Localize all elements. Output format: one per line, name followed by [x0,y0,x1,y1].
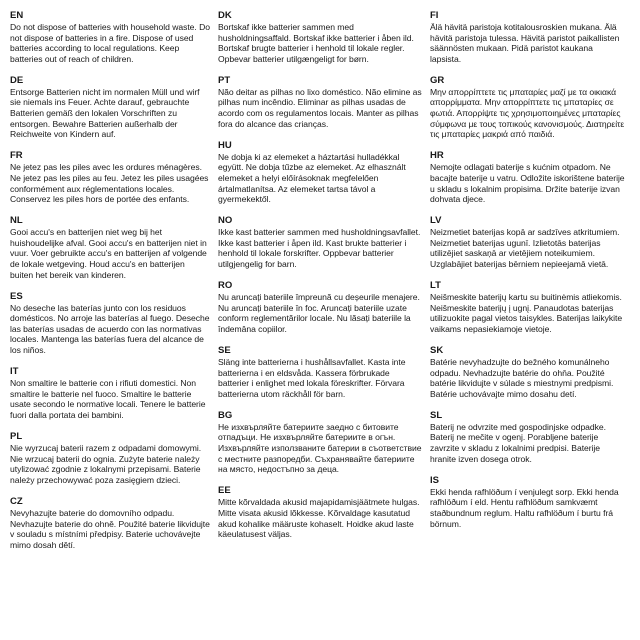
instruction-text: Ikke kast batterier sammen med husholdningsavfallet. Ikke kast batterier i åpen ild. Kast brukte batterier i henhold til lokale forskrifter. Oppbevar batterier utilgjengelig for barn. [218,227,421,269]
instruction-text: Mitte kõrvaldada akusid majapidamisjäätmete hulgas. Mitte visata akusid lõkkesse. Kõrvaldage kasutatud akud kohalike määruste kohaselt. Hoidke akud laste käeulatusest väljas. [218,497,420,540]
section-sk [430,345,626,399]
section-de [10,75,210,140]
language-code: DE [10,74,24,86]
section-pl [10,431,210,485]
section-no [218,215,422,269]
language-code: FI [430,10,439,21]
instruction-text: Baterij ne odvrzite med gospodinjske odpadke. Baterij ne mečite v ogenj. Porabljene baterije zavrzite v skladu z lokalnimi predpisi. Baterije hranite izven dosega otrok. [430,421,606,464]
language-code: SL [430,409,443,421]
section-bg [218,410,422,475]
section-lv [430,215,626,269]
instruction-text: Bortskaf ikke batterier sammen med husholdningsaffald. Bortskaf ikke batterier i åben ild. Bortskaf brugte batterier i henhold til lokale regler. Opbevar batterier utilgængeligt for børn. [218,22,414,64]
instruction-text: Ne dobja ki az elemeket a háztartási hulladékkal együtt. Ne dobja tűzbe az elemeket. Az elhasznált elemeket a helyi előírásoknak megfelelően ártalmatlanítsa. Az elemeket tartsa távol a gyermekektől. [218,151,406,205]
column-right [430,10,634,636]
language-code: EN [10,10,24,21]
section-fr [10,150,210,204]
language-code: FR [10,150,23,162]
section-es [10,291,210,356]
instruction-text: Entsorge Batterien nicht im normalen Müll und wirf sie niemals ins Feuer. Achte darauf, gebrauchte Batterien gemäß den lokalen Vorschriften zu entsorgen. Bewahre Batterien außerhalb der Reichweite von Kindern auf. [10,86,200,140]
section-se [218,345,422,399]
instruction-text: Μην απορρίπτετε τις μπαταρίες μαζί με τα οικιακά απορρίμματα. Μην απορρίπτετε τις μπαταρίες σε φωτιά. Απορρίψτε τις χρησιμοποιημένες μπαταρίες σύμφωνα με τους τοπικούς κανονισμούς. Διατηρείτε τις μπαταρίες μακριά από παιδιά. [430,86,625,140]
section-gr [430,75,626,140]
section-sl [430,410,626,464]
column-left [10,10,218,636]
language-code: LV [430,215,442,227]
section-is [430,475,626,529]
language-code: CZ [10,495,23,507]
language-code: ES [10,290,23,302]
instruction-text: Neizmetiet baterijas kopā ar sadzīves atkritumiem. Neizmetiet baterijas ugunī. Izlietotās baterijas utilizējiet saskaņā ar vietējiem noteikumiem. Uzglabājiet baterijas bērniem nepieejamā vietā. [430,227,620,269]
instruction-text: Älä hävitä paristoja kotitalousroskien mukana. Älä hävitä paristoja tulessa. Hävitä paristot paikallisten säännösten mukaan. Pidä paristot kaukana lapsista. [430,22,620,64]
instruction-text: Não deitar as pilhas no lixo doméstico. Não elimine as pilhas num incêndio. Eliminar as pilhas usadas de acordo com os regulamentos locais. Manter as pilhas fora do alcance das crianças. [218,86,422,129]
section-lt [430,280,626,334]
section-hr [430,150,626,204]
instruction-text: Nu aruncați bateriile împreună cu deșeurile menajere. Nu aruncați bateriile în foc. Aruncați bateriile uzate conform reglementărilor locale. Nu lăsați bateriile la îndemâna copiilor. [218,292,420,334]
instruction-text: Gooi accu's en batterijen niet weg bij het huishoudelijke afval. Gooi accu's en batterijen niet in vuur. Voer gebruikte accu's en batterijen af volgende de lokale wetgeving. Houd accu's en batterijen buiten het bereik van kinderen. [10,227,207,280]
language-code: DK [218,10,232,21]
language-code: HU [218,139,232,151]
instruction-text: Nevyhazujte baterie do domovního odpadu. Nevhazujte baterie do ohně. Použité baterie likvidujte v souladu s místními předpisy. Baterie uchovávejte mimo dosah dětí. [10,507,210,550]
instruction-text: Nemojte odlagati baterije s kućnim otpadom. Ne bacajte baterije u vatru. Odložite iskorištene baterije u skladu s lokalnim propisima. Držite baterije izvan dohvata djece. [430,162,625,205]
instruction-text: Släng inte batterierna i hushållsavfallet. Kasta inte batterierna i en eldsvåda. Kassera förbrukade batterier i enlighet med lokala föreskrifter. Förvara batterierna utom räckhåll för barn. [218,356,406,399]
section-fi [430,10,626,64]
column-middle [218,10,430,636]
language-code: PL [10,431,23,443]
section-hu [218,140,422,205]
language-code: GR [430,74,445,86]
instruction-text: Ekki henda rafhlöðum í venjulegt sorp. Ekki henda rafhlöðum í eld. Hentu rafhlöðum samkvæmt staðbundnum reglum. Haltu rafhlöðum í burtu frá börnum. [430,486,619,529]
section-cz [10,496,210,550]
section-pt [218,75,422,129]
instruction-text: Do not dispose of batteries with household waste. Do not dispose of batteries in a fire. Dispose of used batteries according to local regulations. Keep batteries out of reach of children. [10,22,210,64]
language-code: SE [218,344,231,356]
section-nl [10,215,210,280]
language-code: SK [430,344,444,356]
section-ee [218,485,422,539]
instruction-text: Neišmeskite baterijų kartu su buitinėmis atliekomis. Neišmeskite baterijų į ugnį. Panaudotas baterijas utilizuokite pagal vietos taisykles. Baterijas laikykite vaikams nepasiekiamoje vietoje. [430,292,623,334]
instruction-text: Ne jetez pas les piles avec les ordures ménagères. Ne jetez pas les piles au feu. Jetez les piles usagées conformément aux réglementations locales. Conservez les piles hors de portée des enfants. [10,162,209,205]
language-code: IS [430,474,439,486]
instruction-text: Nie wyrzucaj baterii razem z odpadami domowymi. Nie wrzucaj baterii do ognia. Zużyte baterie należy utylizować zgodnie z lokalnymi przepisami. Baterie należy przechowywać poza zasięgiem dzieci. [10,443,202,485]
language-code: IT [10,366,19,378]
instruction-text: Batérie nevyhadzujte do bežného komunálneho odpadu. Nevhadzujte batérie do ohňa. Použité batérie likvidujte v súlade s miestnymi predpismi. Batérie uchovávajte mimo dosahu detí. [430,356,614,399]
instruction-text: No deseche las baterías junto con los residuos domésticos. No arroje las baterías al fuego. Deseche las baterías usadas de acuerdo con las normativas locales. Mantenga las baterías fuera del alcance de los niños. [10,302,210,356]
language-code: NL [10,215,23,227]
language-code: EE [218,485,231,497]
section-en [10,10,210,64]
section-it [10,366,210,420]
section-ro [218,280,422,334]
language-code: HR [430,150,444,162]
language-code: LT [430,280,441,292]
instruction-text: Не изхвърляйте батериите заедно с битовите отпадъци. Не изхвърляйте батериите в огън. Изхвърляйте използваните батерии в съответствие с местните разпоредби. Съхранявайте батериите на място, недостъпно за деца. [218,421,422,475]
language-code: RO [218,280,233,292]
language-code: PT [218,74,231,86]
language-code: NO [218,215,233,227]
language-code: BG [218,409,233,421]
section-dk [218,10,422,64]
instruction-text: Non smaltire le batterie con i rifiuti domestici. Non smaltire le batterie nel fuoco. Smaltire le batterie usate secondo le normative locali. Tenere le batterie fuori dalla portata dei bambini. [10,378,206,420]
